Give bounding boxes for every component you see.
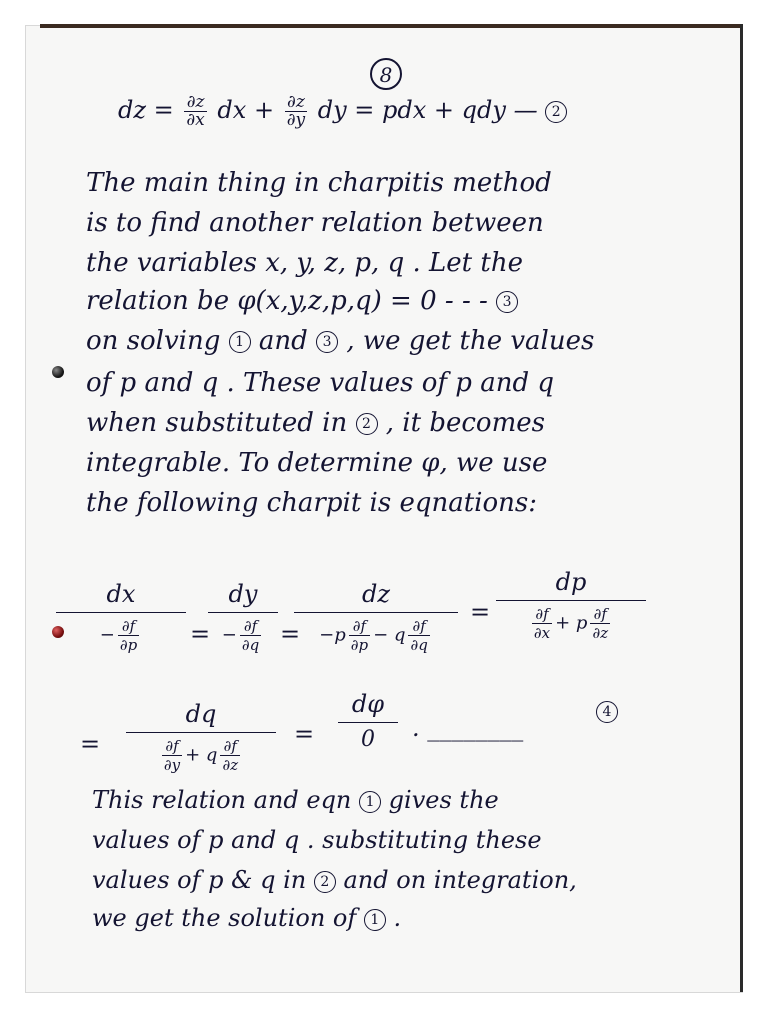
frac-numerator: dz <box>361 580 390 608</box>
charpit-fraction-dx <box>56 580 186 654</box>
partial-den: ∂p <box>350 636 369 654</box>
text-line: is to find another relation between <box>86 208 544 238</box>
text-line: of p and q . These values of p and q <box>86 368 554 398</box>
equation-tag-1: 1 <box>359 791 381 813</box>
frac-numerator: dy <box>228 580 258 608</box>
equation-tag-1: 1 <box>364 909 386 931</box>
equation-trail: . ________ <box>412 714 524 742</box>
partial-f-z <box>220 737 240 774</box>
equation-tag-1: 1 <box>229 331 251 353</box>
frac-denominator <box>126 737 276 774</box>
page-number: 8 <box>370 58 402 90</box>
eq1-frac2-num: ∂z <box>285 94 307 112</box>
equals-sign: = <box>294 720 315 748</box>
text-fragment: , we get the values <box>346 326 595 356</box>
text-line-solution <box>92 904 401 932</box>
text-fragment: This relation and eqn <box>92 786 352 814</box>
eq1-frac1-den: ∂x <box>186 110 205 130</box>
text-fragment: we get the solution of <box>92 904 357 932</box>
eq1-mid2: dy = pdx + qdy — <box>317 96 538 124</box>
partial-f-p <box>118 617 139 654</box>
frac-denominator <box>496 605 646 642</box>
partial-num: ∂f <box>240 617 261 636</box>
eq1-lhs: dz = <box>118 96 174 124</box>
equation-tag-4: 4 <box>596 701 618 723</box>
minus-sign: − <box>221 624 237 646</box>
partial-den: ∂z <box>592 624 609 642</box>
term-plus-q: + q <box>185 744 218 766</box>
relation-text: relation be φ(x,y,z,p,q) = 0 - - - <box>86 286 488 316</box>
text-fragment: and <box>258 326 308 356</box>
equation-tag-3: 3 <box>316 331 338 353</box>
eq1-partial-z-y <box>285 94 307 129</box>
partial-den: ∂y <box>163 756 181 774</box>
term-plus-p: + p <box>555 612 588 634</box>
eq1-mid1: dx + <box>217 96 275 124</box>
frac-denominator <box>56 617 186 654</box>
equation-total-differential <box>118 94 567 129</box>
charpit-fraction-dp <box>496 568 646 642</box>
frac-numerator: dp <box>555 568 587 596</box>
partial-den: ∂p <box>119 636 138 654</box>
fraction-bar <box>294 612 458 613</box>
equals-sign: = <box>80 730 101 758</box>
text-line-substituted <box>86 408 545 438</box>
charpit-fraction-dy <box>208 580 278 654</box>
fraction-bar <box>56 612 186 613</box>
partial-f-x <box>532 605 552 642</box>
partial-f-z <box>590 605 610 642</box>
frac-numerator: dx <box>106 580 136 608</box>
text-line: The main thing in charpitis method <box>86 168 552 198</box>
partial-num: ∂f <box>408 617 429 636</box>
text-fragment: , it becomes <box>385 408 545 438</box>
text-fragment: gives the <box>388 786 499 814</box>
term-minus-q: − q <box>373 624 406 646</box>
frac-numerator: dφ <box>351 690 385 718</box>
term-minus-p: −p <box>319 624 346 646</box>
fraction-bar <box>208 612 278 613</box>
text-fragment: . <box>393 904 402 932</box>
frac-numerator: dq <box>185 700 217 728</box>
partial-f-q <box>408 617 429 654</box>
partial-den: ∂z <box>222 756 239 774</box>
frac-denominator: 0 <box>361 727 375 752</box>
text-line: the variables x, y, z, p, q . Let the <box>86 248 523 278</box>
fraction-bar <box>496 600 646 601</box>
minus-sign: − <box>99 624 115 646</box>
partial-num: ∂f <box>118 617 139 636</box>
binder-hole-icon <box>52 366 64 378</box>
equals-sign: = <box>470 598 491 626</box>
paragraph-conclusion <box>92 786 742 956</box>
eq1-frac2-den: ∂y <box>286 110 306 130</box>
text-fragment: values of p & q in <box>92 866 307 894</box>
charpit-fraction-dz <box>294 580 458 654</box>
paragraph-method-description <box>86 146 736 546</box>
partial-num: ∂f <box>349 617 370 636</box>
frac-denominator <box>294 617 458 654</box>
charpit-fraction-dq <box>126 700 276 774</box>
charpit-equations <box>56 568 746 780</box>
partial-num: ∂f <box>220 737 240 756</box>
text-line: integrable. To determine φ, we use <box>86 448 548 478</box>
partial-den: ∂x <box>533 624 551 642</box>
partial-num: ∂f <box>590 605 610 624</box>
text-fragment: when substituted in <box>86 408 348 438</box>
equation-tag-3: 3 <box>496 291 518 313</box>
partial-num: ∂f <box>162 737 182 756</box>
charpit-fraction-dphi <box>338 690 398 752</box>
eq1-partial-z-x <box>184 94 206 129</box>
text-line-relation <box>86 286 518 316</box>
partial-num: ∂f <box>532 605 552 624</box>
text-line: values of p and q . substituting these <box>92 826 542 854</box>
equals-sign: = <box>190 620 211 648</box>
equation-tag-4-wrap <box>596 696 618 724</box>
page-top-edge <box>40 24 740 28</box>
partial-den: ∂q <box>410 636 428 654</box>
partial-f-q <box>240 617 261 654</box>
fraction-bar <box>126 732 276 733</box>
text-line: the following charpit is eqnations: <box>86 488 538 518</box>
fraction-bar <box>338 722 398 723</box>
text-line-solving <box>86 326 594 356</box>
text-fragment: and on integration, <box>343 866 577 894</box>
eq1-frac1-num: ∂z <box>184 94 206 112</box>
equation-tag-2: 2 <box>356 413 378 435</box>
equation-tag-2: 2 <box>314 871 336 893</box>
partial-den: ∂q <box>241 636 260 654</box>
equation-tag-2: 2 <box>545 101 567 123</box>
frac-denominator <box>208 617 278 654</box>
text-line-substitute <box>92 866 577 894</box>
text-line-relation-eqn <box>92 786 499 814</box>
text-fragment: on solving <box>86 326 221 356</box>
partial-f-p <box>349 617 370 654</box>
partial-f-y <box>162 737 182 774</box>
equals-sign: = <box>280 620 301 648</box>
